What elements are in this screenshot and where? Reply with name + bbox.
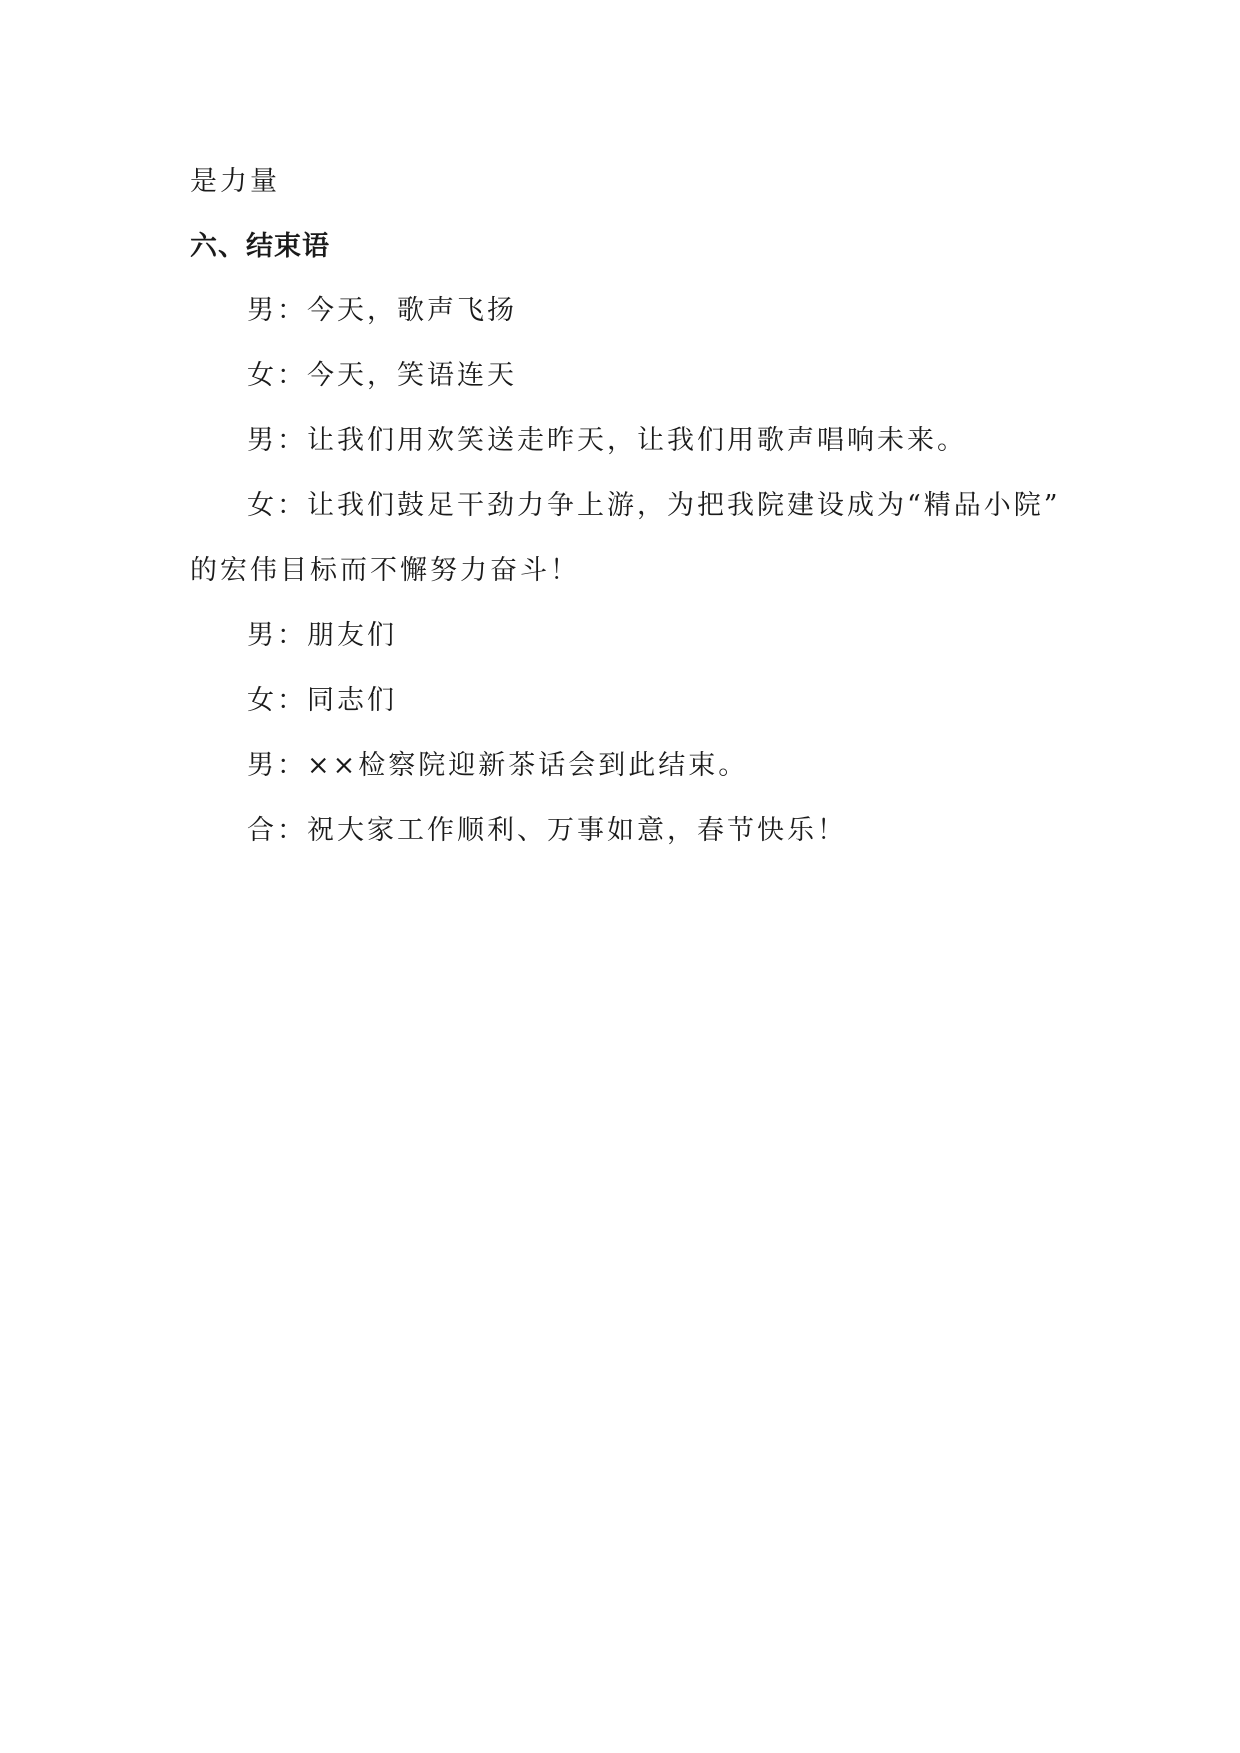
speaker-colon: ： bbox=[277, 750, 307, 781]
dialogue-line bbox=[247, 427, 967, 454]
speaker-label: 男 bbox=[247, 750, 277, 781]
speaker-label: 男 bbox=[247, 425, 277, 456]
dialogue-text: 祝大家工作顺利、万事如意，春节快乐！ bbox=[307, 815, 847, 846]
section-heading-label: 六、结束语 bbox=[190, 231, 330, 262]
dialogue-line bbox=[247, 492, 1061, 519]
dialogue-text: 今天，歌声飞扬 bbox=[307, 295, 517, 326]
dialogue-line bbox=[247, 297, 517, 324]
dialogue-continuation bbox=[190, 557, 580, 584]
speaker-label: 女 bbox=[247, 490, 277, 521]
speaker-colon: ： bbox=[277, 295, 307, 326]
dialogue-text: 朋友们 bbox=[307, 620, 397, 651]
speaker-label: 男 bbox=[247, 620, 277, 651]
dialogue-text: 让我们鼓足干劲力争上游，为把我院建设成为“精品小院” bbox=[307, 490, 1061, 521]
speaker-colon: ： bbox=[277, 815, 307, 846]
dialogue-line bbox=[247, 687, 397, 714]
dialogue-text: 今天，笑语连天 bbox=[307, 360, 517, 391]
continuation-label: 是力量 bbox=[190, 166, 280, 197]
dialogue-line bbox=[247, 362, 517, 389]
dialogue-line bbox=[247, 752, 748, 779]
speaker-label: 男 bbox=[247, 295, 277, 326]
dialogue-line bbox=[247, 817, 847, 844]
dialogue-text: 的宏伟目标而不懈努力奋斗！ bbox=[190, 555, 580, 586]
speaker-colon: ： bbox=[277, 425, 307, 456]
speaker-colon: ： bbox=[277, 685, 307, 716]
dialogue-line bbox=[247, 622, 397, 649]
speaker-colon: ： bbox=[277, 360, 307, 391]
section-heading bbox=[190, 233, 330, 260]
dialogue-text: 同志们 bbox=[307, 685, 397, 716]
speaker-label: 女 bbox=[247, 685, 277, 716]
speaker-colon: ： bbox=[277, 490, 307, 521]
dialogue-text: ××检察院迎新茶话会到此结束。 bbox=[307, 750, 749, 781]
dialogue-text: 让我们用欢笑送走昨天，让我们用歌声唱响未来。 bbox=[307, 425, 967, 456]
speaker-label: 女 bbox=[247, 360, 277, 391]
continuation-text bbox=[190, 168, 280, 195]
speaker-colon: ： bbox=[277, 620, 307, 651]
speaker-label: 合 bbox=[247, 815, 277, 846]
